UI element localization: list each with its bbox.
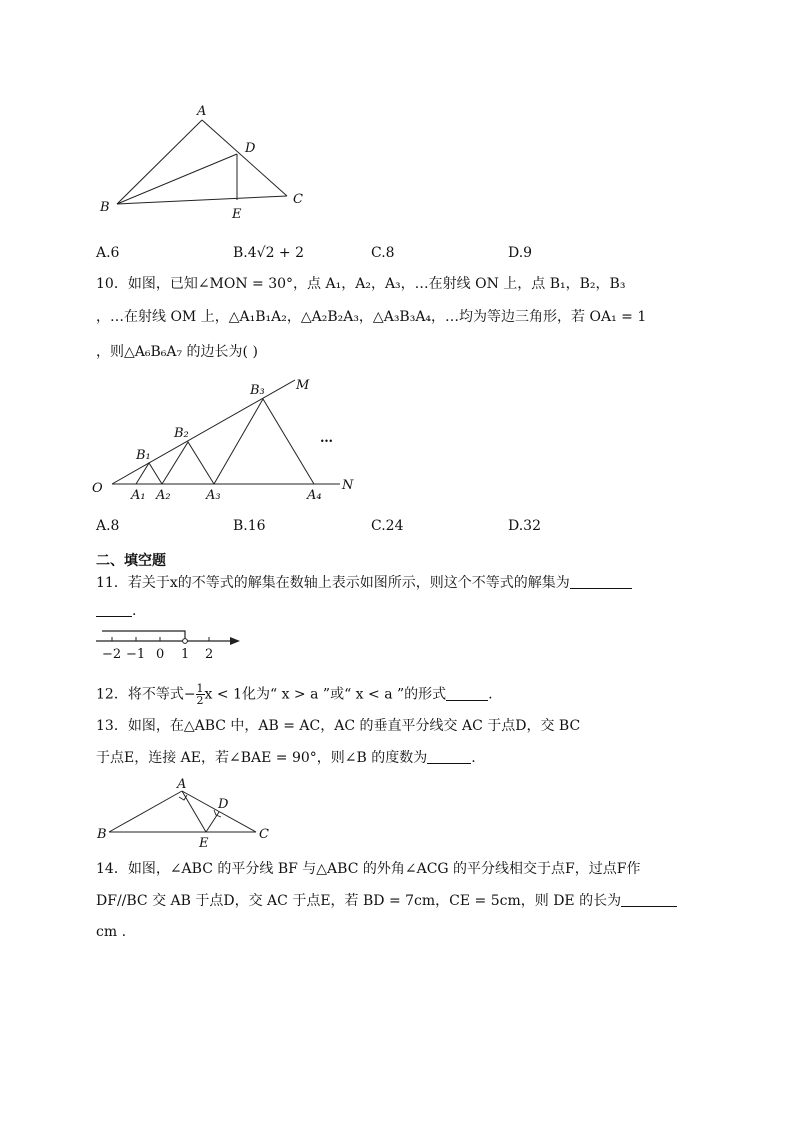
q10-option-b: B.16 <box>233 518 266 534</box>
q10-option-a: A.8 <box>96 518 120 534</box>
q10-equilateral-chain-figure <box>90 370 365 505</box>
fig10-label-o: O <box>92 481 103 496</box>
q9-option-c: C.8 <box>371 245 395 261</box>
q13-triangle-figure <box>94 776 279 851</box>
fig9-label-c: C <box>293 192 303 207</box>
fig9-label-a: A <box>197 104 207 119</box>
q12-text: 12．将不等式− $\frac{1}{2}$ x < 1化为“ x > a ”或“ x < a ”的形式 . <box>96 682 493 707</box>
q14-answer-blank <box>621 892 677 907</box>
q10-option-d: D.32 <box>508 518 541 534</box>
q10-line1: 10．如图，已知∠MON = 30°，点 A₁，A₂，A₃，…在射线 ON 上，点 B₁，B₂，B₃ <box>96 276 626 292</box>
fig10-label-a2: A₂ <box>156 488 171 503</box>
fig9-label-e: E <box>232 207 242 222</box>
fig13-label-e: E <box>199 836 209 851</box>
fig13-label-c: C <box>259 827 269 842</box>
numline-tick-neg1: −1 <box>126 647 146 662</box>
q9-option-b: B.4√2 + 2 <box>233 245 305 261</box>
q13-line2: 于点E，连接 AE，若∠BAE = 90°，则∠B 的度数为 . <box>96 750 476 766</box>
fig10-label-a4: A₄ <box>307 488 322 503</box>
fig10-label-m: M <box>296 378 310 393</box>
fig9-label-d: D <box>245 141 256 156</box>
q10-option-c: C.24 <box>371 518 404 534</box>
numline-tick-0: 0 <box>156 647 165 662</box>
q11-answer-blank <box>570 574 632 589</box>
fig13-label-b: B <box>97 827 107 842</box>
numline-tick-neg2: −2 <box>102 647 122 662</box>
q14-line3: cm . <box>96 924 127 940</box>
q9-option-a: A.6 <box>96 245 120 261</box>
q11-answer-blank-cont <box>96 602 132 617</box>
q10-line2: ，…在射线 OM 上，△A₁B₁A₂，△A₂B₂A₃，△A₃B₃A₄，…均为等边三角形，若 OA₁ = 1 <box>96 309 647 325</box>
fig10-label-b2: B₂ <box>174 426 189 441</box>
fig10-label-n: N <box>342 478 354 493</box>
fig13-label-d: D <box>218 797 229 812</box>
q11-text: 11．若关于x的不等式的解集在数轴上表示如图所示，则这个不等式的解集为 <box>96 573 632 593</box>
q9-option-d: D.9 <box>508 245 533 261</box>
q14-line2: DF//BC 交 AB 于点D，交 AC 于点E，若 BD = 7cm，CE = 5cm，则 DE 的长为 <box>96 891 677 911</box>
section-fill-in-title: 二、填空题 <box>96 553 166 569</box>
numline-tick-2: 2 <box>205 647 214 662</box>
fig13-label-a: A <box>177 777 187 792</box>
q9-triangle-figure <box>95 100 315 225</box>
q10-line3: ，则△A₆B₆A₇ 的边长为( ) <box>96 344 258 360</box>
q14-line1: 14．如图，∠ABC 的平分线 BF 与△ABC 的外角∠ACG 的平分线相交于点F，过点F作 <box>96 861 641 877</box>
fig9-label-b: B <box>100 200 110 215</box>
fig10-label-a3: A₃ <box>206 488 221 503</box>
q13-answer-blank <box>427 749 471 764</box>
q11-number-line-figure <box>94 622 244 664</box>
fig10-label-a1: A₁ <box>131 488 146 503</box>
fig10-label-b1: B₁ <box>136 448 151 463</box>
fig10-ellipsis: … <box>320 431 333 446</box>
q13-line1: 13．如图，在△ABC 中，AB = AC，AC 的垂直平分线交 AC 于点D，交 BC <box>96 718 581 734</box>
q11-line2: . <box>96 601 136 621</box>
q12-fraction: $\frac{1}{2}$ <box>196 682 204 707</box>
fig10-label-b3: B₃ <box>250 383 265 398</box>
q12-answer-blank <box>446 686 488 701</box>
numline-tick-1: 1 <box>181 647 190 662</box>
